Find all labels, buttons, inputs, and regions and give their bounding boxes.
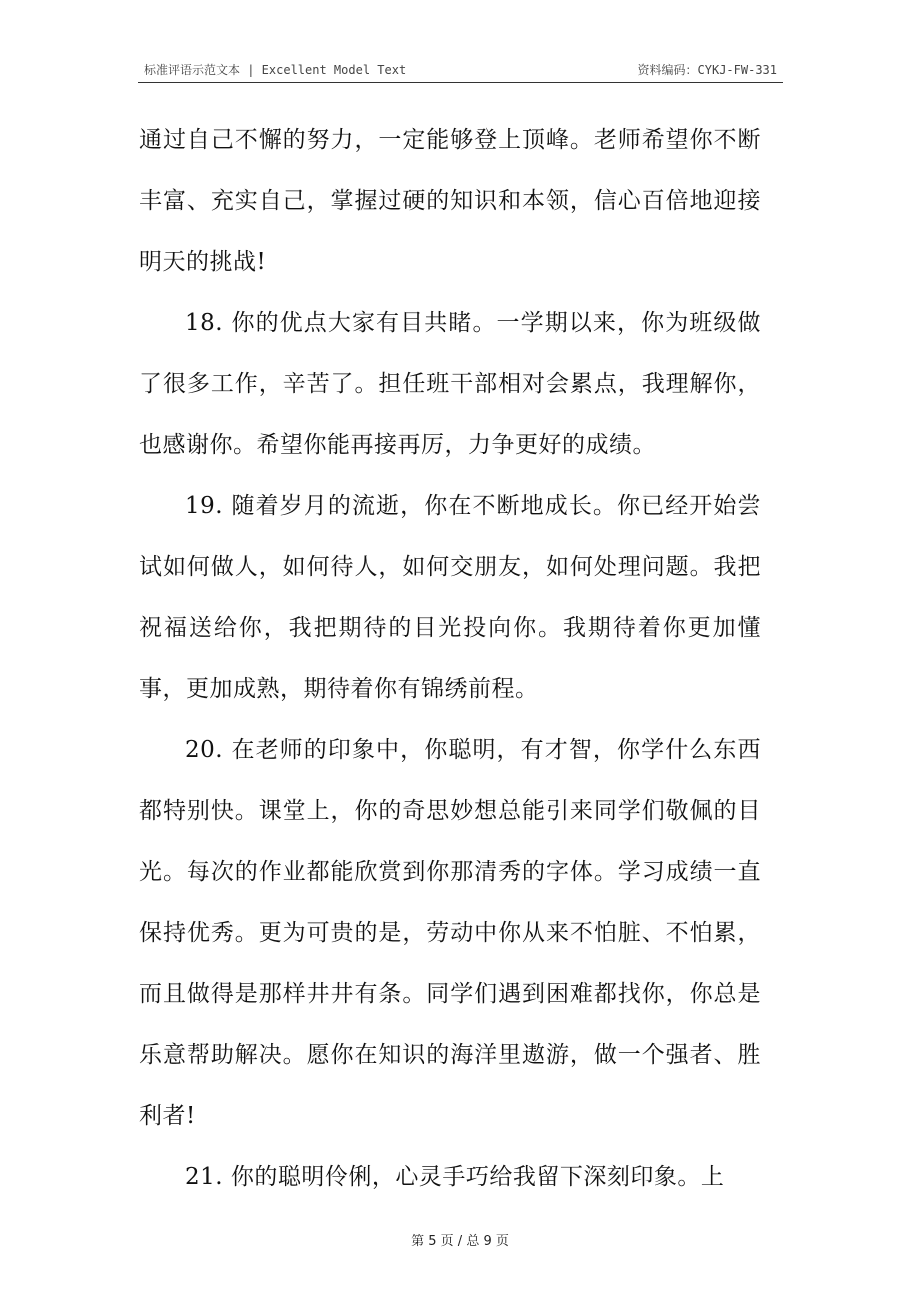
page-number: 第 5 页 / 总 9 页 (411, 1234, 509, 1249)
paragraph-continuation: 通过自己不懈的努力，一定能够登上顶峰。老师希望你不断丰富、充实自己，掌握过硬的知识和本领，信心百倍地迎接明天的挑战! (139, 127, 761, 275)
document-body (139, 110, 761, 1208)
header-title: 标准评语示范文本 | Excellent Model Text (144, 63, 407, 77)
paragraph-item-18: 18. 你的优点大家有目共睹。一学期以来，你为班级做了很多工作，辛苦了。担任班干部相对会累点，我理解你，也感谢你。希望你能再接再厉，力争更好的成绩。 (139, 310, 761, 458)
page-header (138, 60, 783, 83)
document-code: 资料编码：CYKJ-FW-331 (637, 63, 777, 77)
paragraph-item-19: 19. 随着岁月的流逝，你在不断地成长。你已经开始尝试如何做人，如何待人，如何交朋友，如何处理问题。我把祝福送给你，我把期待的目光投向你。我期待着你更加懂事，更加成熟，期待着你有锦绣前程。 (139, 493, 761, 702)
paragraph-item-20: 20. 在老师的印象中，你聪明，有才智，你学什么东西都特别快。课堂上，你的奇思妙想总能引来同学们敬佩的目光。每次的作业都能欣赏到你那清秀的字体。学习成绩一直保持优秀。更为可贵的是，劳动中你从来不怕脏、不怕累，而且做得是那样井井有条。同学们遇到困难都找你，你总是乐意帮助解决。愿你在知识的海洋里遨游，做一个强者、胜利者! (139, 737, 761, 1129)
paragraph-item-21: 21. 你的聪明伶俐，心灵手巧给我留下深刻印象。上 (185, 1164, 725, 1190)
